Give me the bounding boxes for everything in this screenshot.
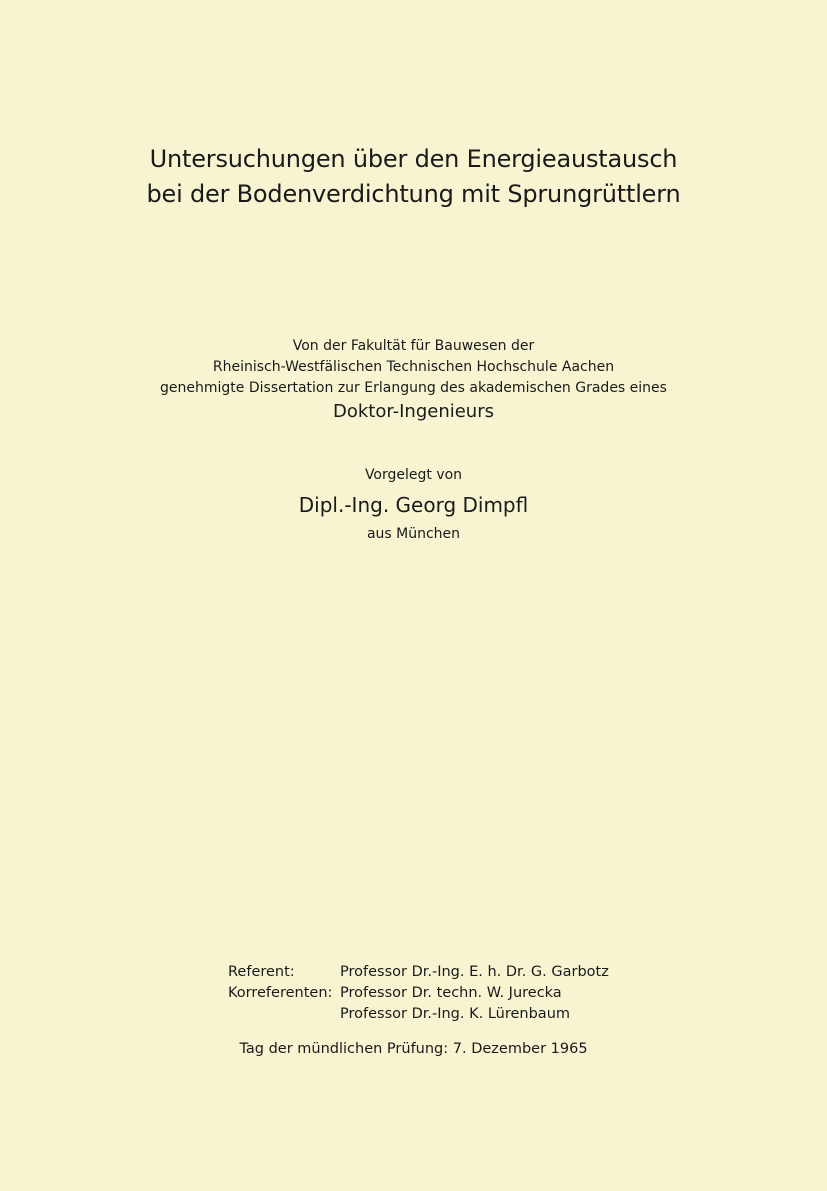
referee-name: Professor Dr.-Ing. E. h. Dr. G. Garbotz <box>340 964 609 980</box>
faculty-line-1: Von der Fakultät für Bauwesen der <box>292 338 535 354</box>
referee-name: Professor Dr. techn. W. Jurecka <box>340 985 562 1001</box>
faculty-line-2: Rheinisch-Westfälischen Technischen Hochschule Aachen <box>212 359 615 375</box>
referee-role: Korreferenten: <box>228 985 333 1001</box>
referee-role: Referent: <box>228 964 295 980</box>
referee-row <box>228 962 609 983</box>
faculty-statement <box>0 336 827 399</box>
referee-name: Professor Dr.-Ing. K. Lürenbaum <box>340 1006 571 1022</box>
title-line-2: bei der Bodenverdichtung mit Sprungrüttlern <box>146 180 681 208</box>
dissertation-title <box>0 142 827 212</box>
faculty-line-3: genehmigte Dissertation zur Erlangung des akademischen Grades eines <box>160 380 667 396</box>
submitted-by-label: Vorgelegt von <box>364 467 463 483</box>
referee-row <box>228 983 609 1004</box>
degree-name: Doktor-Ingenieurs <box>333 401 494 422</box>
author-origin: aus München <box>366 526 461 542</box>
exam-date: Tag der mündlichen Prüfung: 7. Dezember 1965 <box>239 1041 588 1057</box>
title-line-1: Untersuchungen über den Energieaustausch <box>149 145 678 173</box>
author-name: Dipl.-Ing. Georg Dimpfl <box>298 493 529 517</box>
referee-role <box>228 1004 340 1025</box>
referee-row <box>228 1004 609 1025</box>
referees-block <box>228 962 609 1025</box>
